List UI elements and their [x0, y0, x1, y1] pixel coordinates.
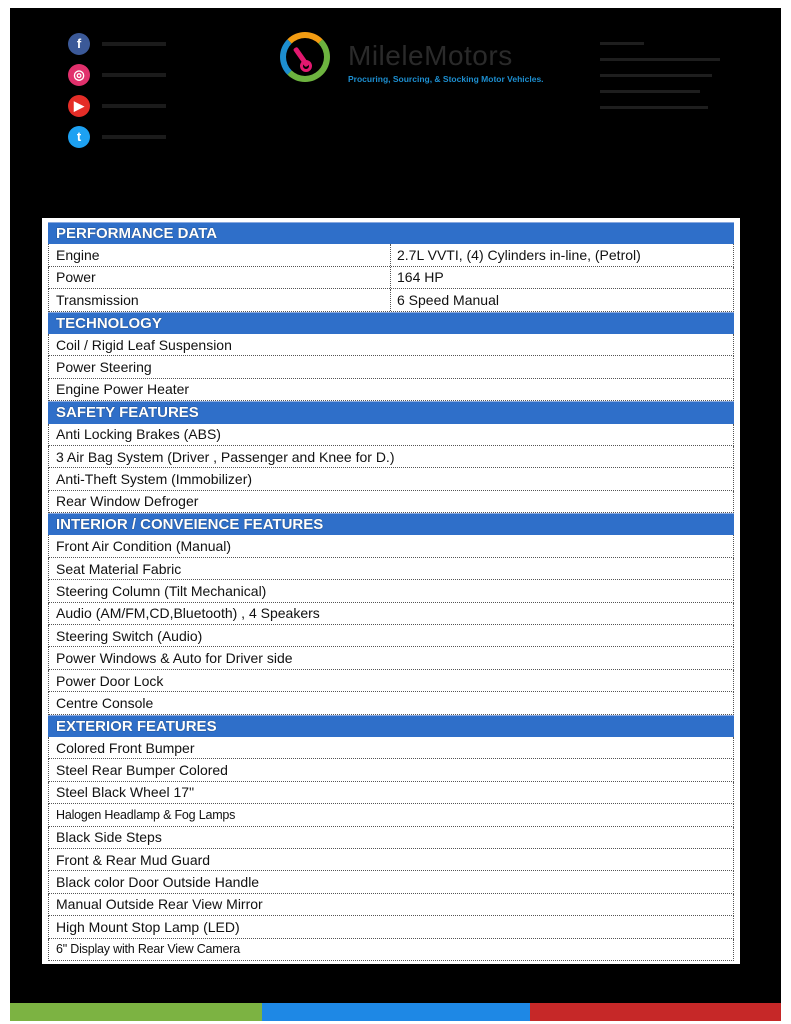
table-row — [48, 625, 734, 647]
table-row — [48, 916, 734, 938]
feature-item: Power Steering — [56, 359, 152, 376]
table-row — [48, 782, 734, 804]
feature-item: Power Door Lock — [56, 672, 164, 689]
social-twitter[interactable] — [68, 121, 166, 152]
table-row — [48, 491, 734, 513]
table-row — [48, 647, 734, 669]
brand-name: MileleMotors — [348, 40, 513, 71]
feature-item: Centre Console — [56, 694, 154, 711]
section-header-exterior: EXTERIOR FEATURES — [48, 715, 734, 737]
brand-tagline: Procuring, Sourcing, & Stocking Motor Vehicles. — [348, 74, 544, 84]
spec-label: Transmission — [56, 291, 139, 308]
table-row — [48, 759, 734, 781]
speedometer-logo-icon — [280, 32, 330, 82]
feature-item: Audio (AM/FM,CD,Bluetooth) , 4 Speakers — [56, 605, 320, 622]
social-facebook[interactable] — [68, 28, 166, 59]
spec-value: 6 Speed Manual — [390, 289, 499, 310]
instagram-handle-placeholder — [102, 73, 166, 77]
feature-item: Anti-Theft System (Immobilizer) — [56, 470, 253, 487]
feature-item: Manual Outside Rear View Mirror — [56, 896, 263, 913]
table-row — [48, 849, 734, 871]
feature-item: Steering Column (Tilt Mechanical) — [56, 582, 267, 599]
footer-bar-blue — [262, 1003, 530, 1021]
feature-item: 6" Display with Rear View Camera — [56, 942, 240, 957]
table-row — [48, 356, 734, 378]
spec-sheet — [42, 218, 740, 964]
spec-label: Engine — [56, 247, 100, 264]
table-row — [48, 535, 734, 557]
feature-item: Steel Rear Bumper Colored — [56, 762, 228, 779]
feature-item: Steel Black Wheel 17" — [56, 784, 195, 801]
social-youtube[interactable] — [68, 90, 166, 121]
feature-item: High Mount Stop Lamp (LED) — [56, 918, 240, 935]
facebook-icon[interactable]: f — [68, 33, 90, 55]
table-row — [48, 424, 734, 446]
feature-item: 3 Air Bag System (Driver , Passenger and Knee for D.) — [56, 448, 395, 465]
table-row — [48, 804, 734, 826]
footer-color-bar — [10, 1003, 781, 1021]
table-row — [48, 871, 734, 893]
social-links — [68, 28, 166, 152]
feature-item: Front Air Condition (Manual) — [56, 538, 232, 555]
facebook-handle-placeholder — [102, 42, 166, 46]
table-row — [48, 894, 734, 916]
table-row — [48, 939, 734, 961]
table-row — [48, 670, 734, 692]
spec-value: 2.7L VVTI, (4) Cylinders in-line, (Petrol) — [390, 244, 641, 265]
table-row — [48, 580, 734, 602]
table-row — [48, 446, 734, 468]
feature-item: Anti Locking Brakes (ABS) — [56, 426, 221, 443]
social-instagram[interactable] — [68, 59, 166, 90]
feature-item: Black color Door Outside Handle — [56, 874, 260, 891]
table-row — [48, 603, 734, 625]
section-header-technology: TECHNOLOGY — [48, 312, 734, 334]
contact-block — [600, 42, 720, 122]
youtube-icon[interactable]: ▶ — [68, 95, 90, 117]
table-row — [48, 558, 734, 580]
table-row — [48, 379, 734, 401]
table-row — [48, 244, 734, 266]
feature-item: Colored Front Bumper — [56, 739, 195, 756]
feature-item: Front & Rear Mud Guard — [56, 851, 211, 868]
twitter-icon[interactable]: t — [68, 126, 90, 148]
table-row — [48, 334, 734, 356]
twitter-handle-placeholder — [102, 135, 166, 139]
feature-item: Coil / Rigid Leaf Suspension — [56, 336, 232, 353]
section-header-interior: INTERIOR / CONVEIENCE FEATURES — [48, 513, 734, 535]
table-row — [48, 468, 734, 490]
table-row — [48, 737, 734, 759]
feature-item: Black Side Steps — [56, 829, 162, 846]
footer-bar-red — [530, 1003, 781, 1021]
instagram-icon[interactable]: ◎ — [68, 64, 90, 86]
feature-item: Halogen Headlamp & Fog Lamps — [56, 807, 236, 822]
feature-item: Steering Switch (Audio) — [56, 627, 203, 644]
section-header-safety: SAFETY FEATURES — [48, 401, 734, 423]
feature-item: Power Windows & Auto for Driver side — [56, 650, 293, 667]
section-header-performance: PERFORMANCE DATA — [48, 222, 734, 244]
spec-table — [48, 222, 734, 961]
youtube-handle-placeholder — [102, 104, 166, 108]
footer-bar-green — [10, 1003, 262, 1021]
table-row — [48, 692, 734, 714]
table-row — [48, 289, 734, 311]
feature-item: Seat Material Fabric — [56, 560, 182, 577]
spec-label: Power — [56, 269, 96, 286]
spec-value: 164 HP — [390, 267, 444, 288]
table-row — [48, 267, 734, 289]
table-row — [48, 827, 734, 849]
feature-item: Rear Window Defroger — [56, 493, 199, 510]
feature-item: Engine Power Heater — [56, 381, 190, 398]
